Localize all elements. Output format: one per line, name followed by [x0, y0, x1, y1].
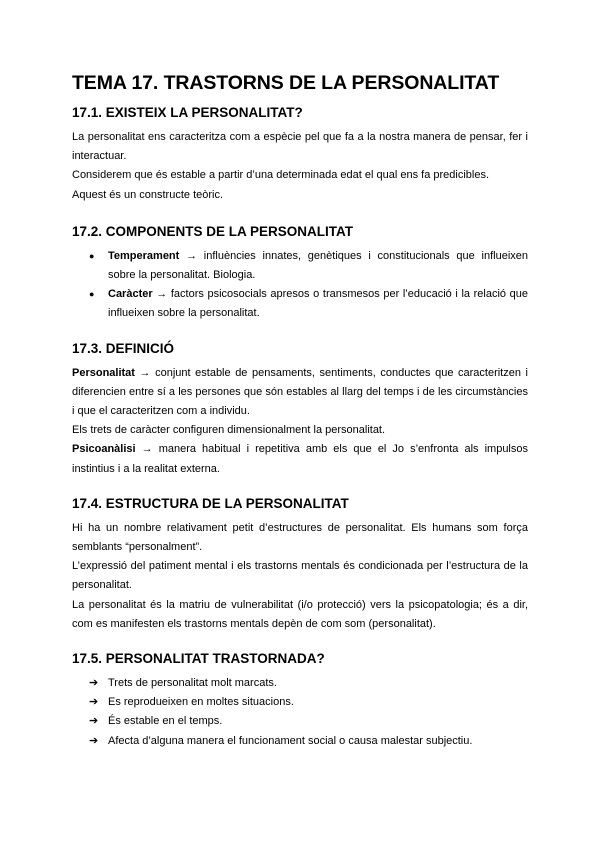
paragraph: [72, 364, 528, 422]
section-heading-components: 17.2. COMPONENTS DE LA PERSONALITAT: [72, 223, 354, 239]
bullet-icon: ●: [89, 250, 95, 261]
arrow-icon: ➔: [89, 734, 99, 747]
paragraph: [72, 440, 528, 478]
list-item: [72, 732, 528, 751]
list-item-text: Es reprodueixen en moltes situacions.: [108, 696, 294, 709]
section-estructura: [72, 495, 528, 634]
paragraph: Hi ha un nombre relativament petit d’estructures de personalitat. Els humans som força semblants “personalment”.: [72, 521, 528, 554]
list-item-text: Afecta d’alguna manera el funcionament social o causa malestar subjectiu.: [108, 734, 473, 747]
paragraph: Aquest és un constructe teòric.: [72, 188, 224, 201]
paragraph: La personalitat ens caracteritza com a espècie pel que fa a la nostra manera de pensar, fer i interactuar.: [72, 131, 528, 163]
components-list: [72, 247, 528, 324]
section-trastornada: [72, 650, 528, 751]
paragraph: Els trets de caràcter configuren dimensionalment la personalitat.: [72, 424, 386, 437]
section-components: [72, 223, 528, 324]
section-heading-trastornada: 17.5. PERSONALITAT TRASTORNADA?: [72, 651, 325, 667]
list-item: [72, 712, 528, 731]
section-heading-existeix: 17.1. EXISTEIX LA PERSONALITAT?: [72, 105, 303, 120]
term: Caràcter: [108, 288, 153, 301]
section-definicio: [72, 340, 528, 479]
list-item-text: Trets de personalitat molt marcats.: [108, 677, 277, 690]
section-heading-definicio: 17.3. DEFINICIÓ: [72, 340, 175, 356]
list-item-text: És estable en el temps.: [108, 715, 223, 728]
term: Personalitat: [72, 366, 135, 379]
definition: → influències innates, genètiques i constitucionals que influeixen sobre la personalitat. Biologia.: [108, 249, 528, 282]
list-item: [72, 693, 528, 712]
definition: → factors psicosocials apresos o transmesos per l’educació i la relació que influeixen sobre la personalitat.: [108, 288, 528, 320]
trastornada-list: [72, 674, 528, 751]
paragraph: L’expressió del patiment mental i els trastorns mentals és condicionada per l’estructura de la personalitat.: [72, 560, 528, 592]
arrow-icon: ➔: [89, 696, 99, 709]
term: Temperament: [108, 249, 180, 262]
list-item: [72, 285, 528, 323]
definition: → manera habitual i repetitiva amb els que el Jo s’enfronta als impulsos instintius i a la realitat externa.: [72, 443, 528, 475]
section-existeix: [72, 104, 528, 205]
arrow-icon: ➔: [89, 677, 99, 690]
list-item: [72, 674, 528, 693]
section-heading-estructura: 17.4. ESTRUCTURA DE LA PERSONALITAT: [72, 495, 349, 511]
document-title: TEMA 17. TRASTORNS DE LA PERSONALITAT: [72, 72, 500, 94]
paragraph: Considerem que és estable a partir d’una determinada edat el qual ens fa predicibles.: [72, 169, 490, 182]
definition: → conjunt estable de pensaments, sentiments, conductes que caracteritzen i diferencien entre sí a les persones que són estables al llarg del temps i de les circumstàncies i que el caracteritzen com a individu.: [72, 366, 528, 418]
bullet-icon: ●: [89, 289, 95, 300]
paragraph: La personalitat és la matriu de vulnerabilitat (i/o protecció) vers la psicopatologia; és a dir, com es manifesten els trastorns mentals depèn de com som (personalitat).: [72, 598, 528, 630]
list-item: [72, 247, 528, 285]
term: Psicoanàlisi: [72, 443, 136, 456]
arrow-icon: ➔: [89, 715, 99, 728]
document-page: [72, 70, 528, 767]
